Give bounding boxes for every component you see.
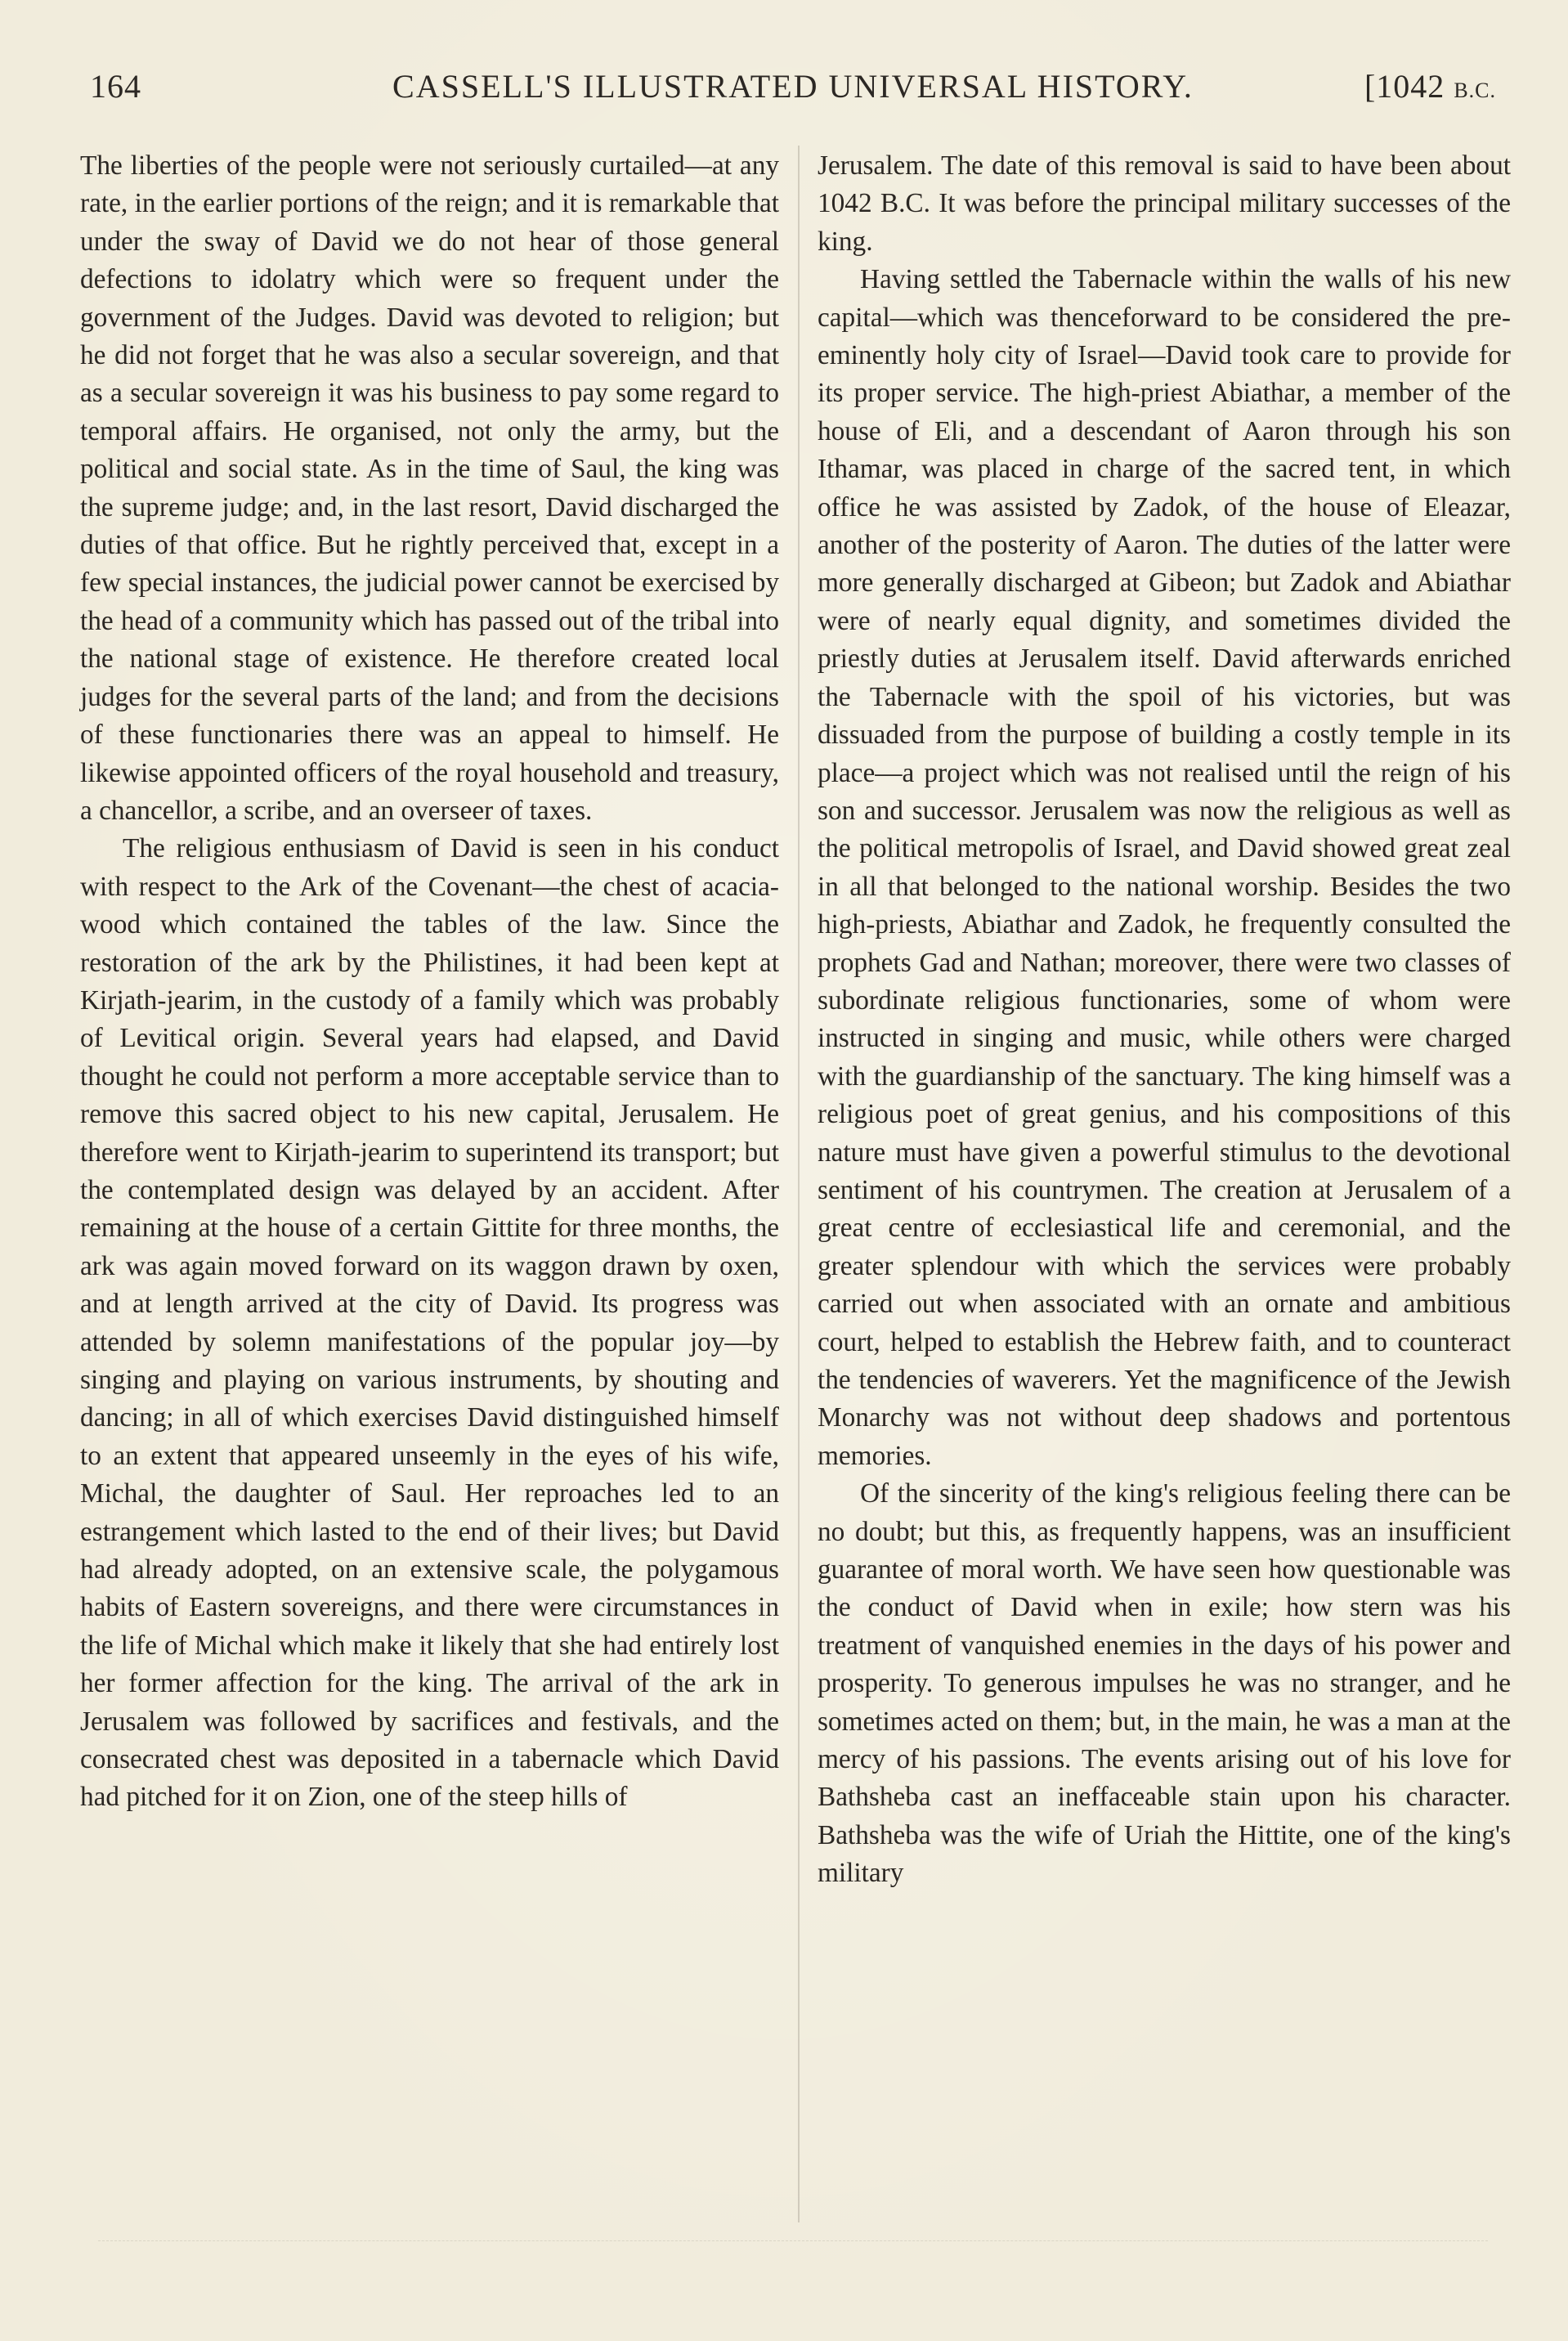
- right-column: [818, 147, 1511, 1893]
- left-column: [80, 147, 779, 1817]
- paragraph: Having settled the Tabernacle within the walls of his new capital—which was thenceforward to be considered the pre-eminently holy city of Israel—David took care to provide for its proper service. The high-priest Abiathar, a member of the house of Eli, and a descendant of Aaron through his son Ithamar, was placed in charge of the sacred tent, in which office he was assisted by Zadok, of the house of Eleazar, another of the posterity of Aaron. The duties of the latter were more generally discharged at Gibeon; but Zadok and Abiathar were of nearly equal dignity, and sometimes divided the priestly duties at Jerusalem itself. David afterwards enriched the Tabernacle with the spoil of his victories, but was dissuaded from the purpose of building a costly temple in its place—a project which was not realised until the reign of his son and successor. Jerusalem was now the religious as well as the political metropolis of Israel, and David showed great zeal in all that belonged to the national worship. Besides the two high-priests, Abiathar and Zadok, he frequently consulted the prophets Gad and Nathan; moreover, there were two classes of subordinate religious functionaries, some of whom were instructed in singing and music, while others were charged with the guardianship of the sanctuary. The king himself was a religious poet of great genius, and his compositions of this nature must have given a powerful stimulus to the devotional sentiment of his countrymen. The creation at Jerusalem of a great centre of ecclesiastical life and ceremonial, and the greater splendour with which the services were probably carried out when associated with an ornate and ambitious court, helped to establish the Hebrew faith, and to counteract the tendencies of waverers. Yet the magnificence of the Jewish Monarchy was not without deep shadows and portentous memories.: [818, 264, 1511, 1471]
- column-divider: [798, 146, 800, 2222]
- paragraph: Jerusalem. The date of this removal is said to have been about 1042 B.C. It was before the principal military successes of the king.: [818, 150, 1511, 257]
- header-date-number: [1042: [1364, 68, 1445, 105]
- header-date-era: B.C.: [1454, 78, 1496, 102]
- running-header: [90, 67, 1496, 116]
- page-bottom-rule: [98, 2240, 1488, 2242]
- page-number: 164: [90, 68, 141, 105]
- paragraph: The liberties of the people were not seriously curtailed—at any rate, in the earlier portions of the reign; and it is remarkable that under the sway of David we do not hear of those general defections to idolatry which were so frequent under the government of the Judges. David was devoted to religion; but he did not forget that he was also a secular sovereign, and that as a secular sovereign it was his business to pay some regard to temporal affairs. He organised, not only the army, but the political and social state. As in the time of Saul, the king was the supreme judge; and, in the last resort, David discharged the duties of that office. But he rightly perceived that, except in a few special instances, the judicial power cannot be exercised by the head of a community which has passed out of the tribal into the national stage of existence. He therefore created local judges for the several parts of the land; and from the decisions of these functionaries there was an appeal to himself. He likewise appointed officers of the royal household and treasury, a chancellor, a scribe, and an overseer of taxes.: [80, 150, 779, 826]
- header-date: [1364, 67, 1496, 105]
- paragraph: The religious enthusiasm of David is seen in his conduct with respect to the Ark of the Covenant—the chest of acacia-wood which contained the tables of the law. Since the restoration of the ark by the Philistines, it had been kept at Kirjath-jearim, in the custody of a family which was probably of Levitical origin. Several years had elapsed, and David thought he could not perform a more acceptable service than to remove this sacred object to his new capital, Jerusalem. He therefore went to Kirjath-jearim to superintend its transport; but the contemplated design was delayed by an accident. After remaining at the house of a certain Gittite for three months, the ark was again moved forward on its waggon drawn by oxen, and at length arrived at the city of David. Its progress was attended by solemn manifestations of the popular joy—by singing and playing on various instruments, by shouting and dancing; in all of which exercises David distinguished himself to an extent that appeared unseemly in the eyes of his wife, Michal, the daughter of Saul. Her reproaches led to an estrangement which lasted to the end of their lives; but David had already adopted, on an extensive scale, the polygamous habits of Eastern sovereigns, and there were circumstances in the life of Michal which make it likely that she had entirely lost her former affection for the king. The arrival of the ark in Jerusalem was followed by sacrifices and festivals, and the consecrated chest was deposited in a tabernacle which David had pitched for it on Zion, one of the steep hills of: [80, 833, 779, 1813]
- running-title: CASSELL'S ILLUSTRATED UNIVERSAL HISTORY.: [392, 68, 1194, 105]
- paragraph: Of the sincerity of the king's religious feeling there can be no doubt; but this, as frequently happens, was an insufficient guarantee of moral worth. We have seen how questionable was the conduct of David when in exile; how stern was his treatment of vanquished enemies in the days of his power and prosperity. To generous impulses he was no stranger, and he sometimes acted on them; but, in the main, he was a man at the mercy of his passions. The events arising out of his love for Bathsheba cast an ineffaceable stain upon his character. Bathsheba was the wife of Uriah the Hittite, one of the king's military: [818, 1478, 1511, 1889]
